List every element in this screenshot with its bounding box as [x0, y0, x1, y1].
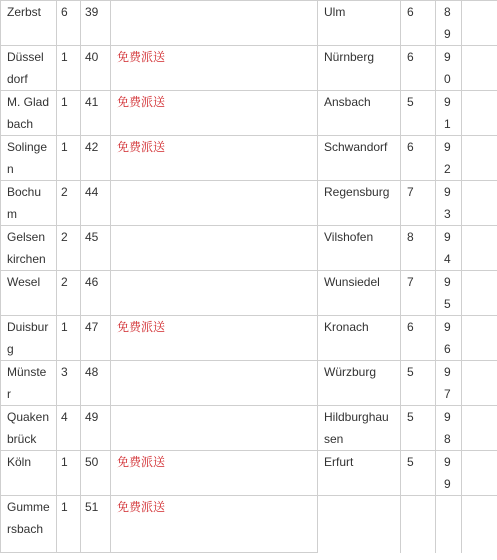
note-cell — [111, 406, 318, 451]
code-left-cell: 50 — [81, 451, 111, 496]
blank-cell — [462, 451, 497, 496]
table-row — [1, 46, 497, 91]
zone-right-cell — [401, 496, 436, 553]
code-left-cell: 47 — [81, 316, 111, 361]
blank-cell — [462, 316, 497, 361]
zone-right-cell: 5 — [401, 361, 436, 406]
zone-left-cell: 1 — [57, 316, 81, 361]
city-left-cell: Düsseldorf — [1, 46, 57, 91]
zone-right-cell: 5 — [401, 91, 436, 136]
code-left-cell: 44 — [81, 181, 111, 226]
city-left-cell: Köln — [1, 451, 57, 496]
table-row — [1, 181, 497, 226]
city-right-cell: Ansbach — [318, 91, 401, 136]
zone-right-cell: 6 — [401, 136, 436, 181]
zone-left-cell: 1 — [57, 91, 81, 136]
code-left-cell: 46 — [81, 271, 111, 316]
city-right-cell — [318, 496, 401, 553]
blank-cell — [462, 496, 497, 553]
note-cell: 免费派送 — [111, 496, 318, 553]
note-cell: 免费派送 — [111, 91, 318, 136]
zone-left-cell: 3 — [57, 361, 81, 406]
blank-cell — [462, 181, 497, 226]
blank-cell — [462, 1, 497, 46]
code-right-cell: 89 — [436, 1, 462, 46]
code-left-cell: 41 — [81, 91, 111, 136]
note-cell — [111, 226, 318, 271]
table-row — [1, 361, 497, 406]
city-left-cell: Gummersbach — [1, 496, 57, 553]
code-right-cell — [436, 496, 462, 553]
code-right-cell: 99 — [436, 451, 462, 496]
table-row — [1, 271, 497, 316]
code-left-cell: 40 — [81, 46, 111, 91]
zone-left-cell: 2 — [57, 226, 81, 271]
city-right-cell: Regensburg — [318, 181, 401, 226]
note-cell: 免费派送 — [111, 451, 318, 496]
city-right-cell: Kronach — [318, 316, 401, 361]
code-left-cell: 51 — [81, 496, 111, 553]
code-right-cell: 96 — [436, 316, 462, 361]
table-row — [1, 406, 497, 451]
zone-left-cell: 6 — [57, 1, 81, 46]
city-left-cell: Münster — [1, 361, 57, 406]
zone-right-cell: 6 — [401, 1, 436, 46]
zone-right-cell: 5 — [401, 406, 436, 451]
blank-cell — [462, 406, 497, 451]
table-row — [1, 136, 497, 181]
note-cell — [111, 271, 318, 316]
blank-cell — [462, 136, 497, 181]
blank-cell — [462, 226, 497, 271]
note-cell: 免费派送 — [111, 136, 318, 181]
city-right-cell: Würzburg — [318, 361, 401, 406]
blank-cell — [462, 271, 497, 316]
zone-right-cell: 7 — [401, 271, 436, 316]
zone-right-cell: 7 — [401, 181, 436, 226]
table-row — [1, 451, 497, 496]
table-row — [1, 226, 497, 271]
code-right-cell: 93 — [436, 181, 462, 226]
code-right-cell: 90 — [436, 46, 462, 91]
zone-right-cell: 5 — [401, 451, 436, 496]
table-row — [1, 91, 497, 136]
blank-cell — [462, 46, 497, 91]
code-right-cell: 92 — [436, 136, 462, 181]
city-right-cell: Hildburghausen — [318, 406, 401, 451]
city-left-cell: Gelsenkirchen — [1, 226, 57, 271]
note-cell: 免费派送 — [111, 316, 318, 361]
code-right-cell: 95 — [436, 271, 462, 316]
city-left-cell: Solingen — [1, 136, 57, 181]
zone-left-cell: 2 — [57, 271, 81, 316]
city-left-cell: Wesel — [1, 271, 57, 316]
code-left-cell: 45 — [81, 226, 111, 271]
zone-right-cell: 8 — [401, 226, 436, 271]
city-left-cell: Quakenbrück — [1, 406, 57, 451]
code-right-cell: 97 — [436, 361, 462, 406]
city-right-cell: Ulm — [318, 1, 401, 46]
zone-left-cell: 4 — [57, 406, 81, 451]
zone-left-cell: 1 — [57, 496, 81, 553]
city-right-cell: Schwandorf — [318, 136, 401, 181]
table-row — [1, 496, 497, 553]
city-left-cell: Duisburg — [1, 316, 57, 361]
zone-left-cell: 2 — [57, 181, 81, 226]
table-row — [1, 1, 497, 46]
zone-left-cell: 1 — [57, 451, 81, 496]
city-right-cell: Wunsiedel — [318, 271, 401, 316]
city-right-cell: Vilshofen — [318, 226, 401, 271]
zone-right-cell: 6 — [401, 316, 436, 361]
note-cell — [111, 181, 318, 226]
city-left-cell: M. Gladbach — [1, 91, 57, 136]
zone-right-cell: 6 — [401, 46, 436, 91]
blank-cell — [462, 361, 497, 406]
zone-left-cell: 1 — [57, 46, 81, 91]
city-left-cell: Zerbst — [1, 1, 57, 46]
blank-cell — [462, 91, 497, 136]
code-right-cell: 94 — [436, 226, 462, 271]
city-right-cell: Erfurt — [318, 451, 401, 496]
table-row — [1, 316, 497, 361]
code-left-cell: 42 — [81, 136, 111, 181]
code-right-cell: 98 — [436, 406, 462, 451]
city-left-cell: Bochum — [1, 181, 57, 226]
code-left-cell: 39 — [81, 1, 111, 46]
zone-table-body — [1, 1, 497, 553]
note-cell — [111, 361, 318, 406]
zone-left-cell: 1 — [57, 136, 81, 181]
code-right-cell: 91 — [436, 91, 462, 136]
code-left-cell: 49 — [81, 406, 111, 451]
note-cell: 免费派送 — [111, 46, 318, 91]
note-cell — [111, 1, 318, 46]
code-left-cell: 48 — [81, 361, 111, 406]
city-right-cell: Nürnberg — [318, 46, 401, 91]
